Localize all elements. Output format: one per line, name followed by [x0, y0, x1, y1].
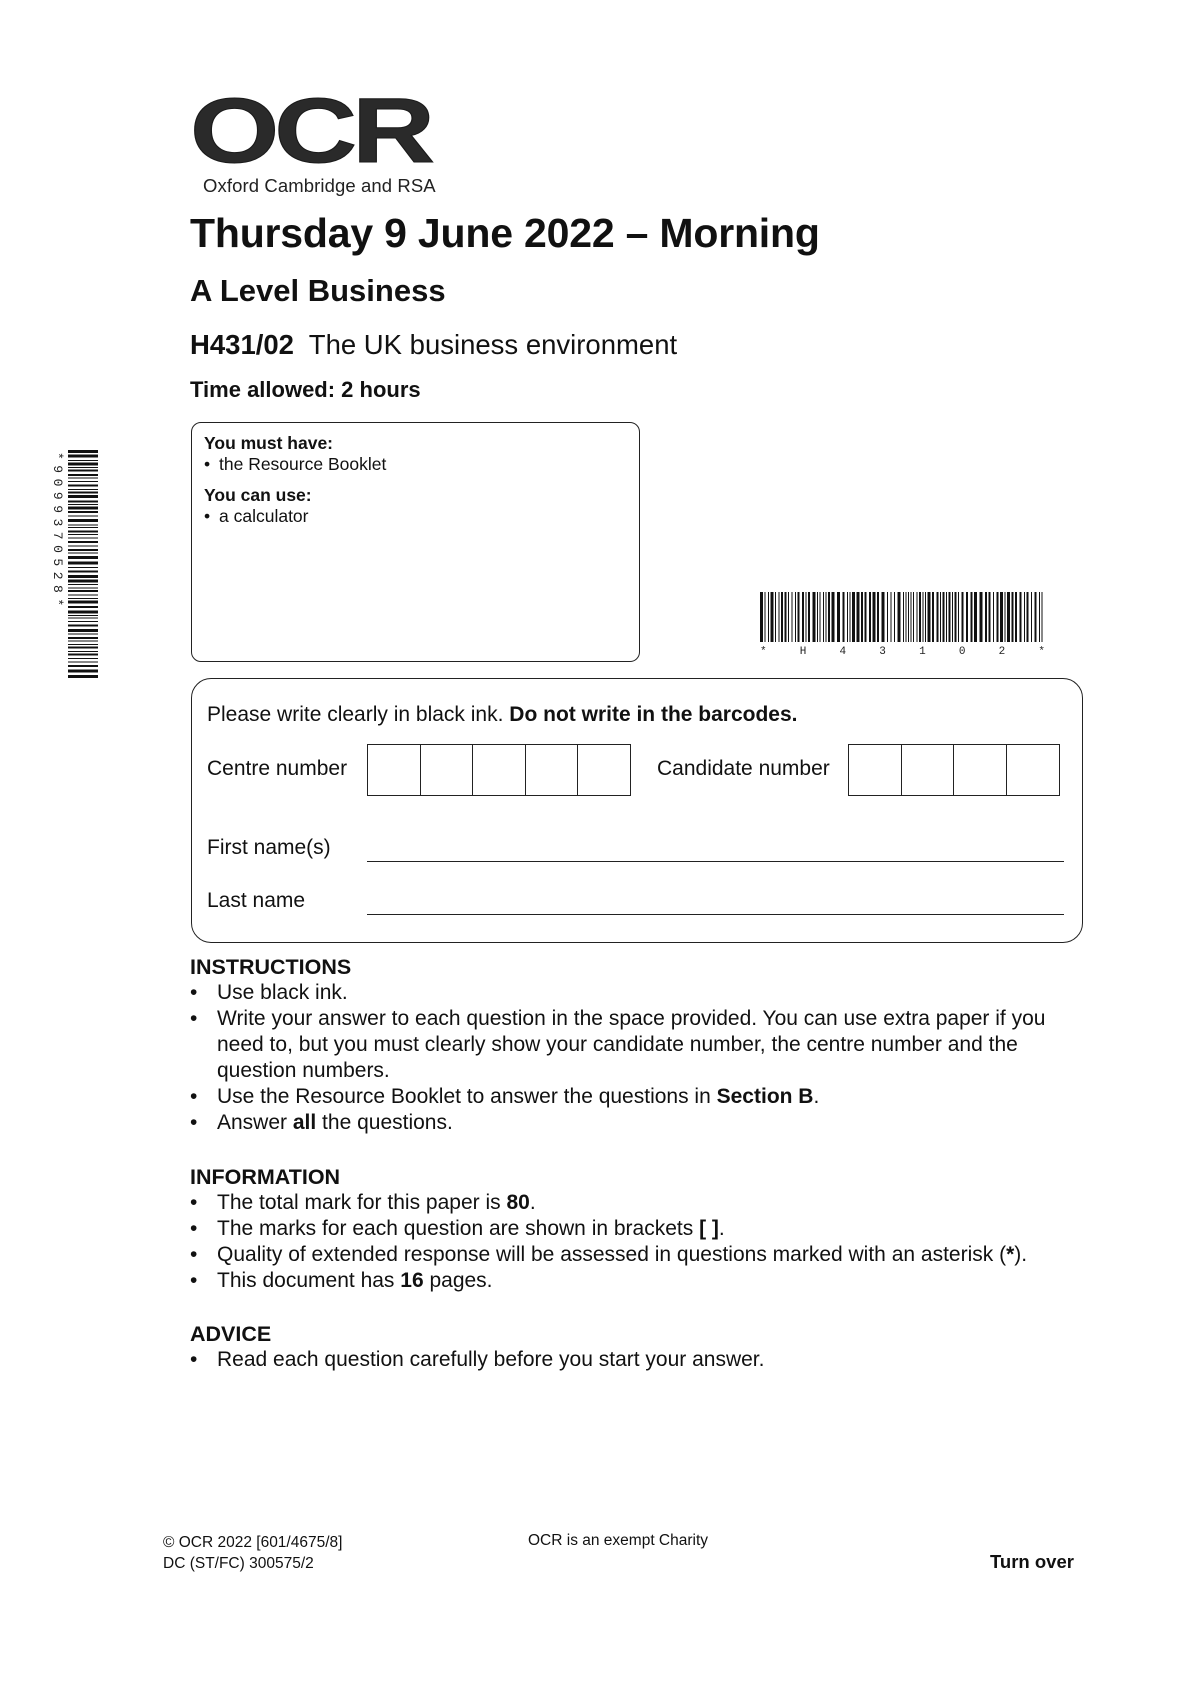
information-section [190, 1165, 1090, 1294]
centre-digit-box[interactable] [472, 744, 526, 796]
barcode-bar [68, 644, 98, 645]
barcode-bar [68, 463, 98, 466]
last-name-label: Last name [207, 889, 306, 912]
candidate-number-boxes [848, 744, 1060, 796]
barcode-bar [68, 606, 98, 608]
barcode-bar [1015, 592, 1017, 642]
instruction-item: • Answer all the questions. [190, 1110, 1090, 1136]
barcode-bar [887, 592, 888, 642]
advice-heading: ADVICE [190, 1322, 272, 1346]
barcode-bar [882, 592, 885, 642]
barcode-bar [68, 511, 98, 513]
barcode-bar [989, 592, 991, 642]
horizontal-barcode [760, 592, 1050, 656]
centre-digit-box[interactable] [367, 744, 421, 796]
barcode-bar [993, 592, 994, 642]
barcode-bar [68, 662, 98, 663]
barcode-bar [826, 592, 827, 642]
barcode-bar [908, 592, 909, 642]
barcode-bar [966, 592, 968, 642]
centre-digit-box[interactable] [420, 744, 474, 796]
barcode-bar [928, 592, 931, 642]
centre-number-label: Centre number [207, 757, 348, 780]
candidate-number-label: Candidate number [657, 757, 830, 780]
svg-text:*9099370528*: *9099370528* [50, 452, 65, 612]
candidate-digit-box[interactable] [1006, 744, 1060, 796]
barcode-bar [877, 592, 879, 642]
barcode-bar [68, 654, 98, 656]
barcode-bar [68, 470, 98, 472]
barcode-bar [788, 592, 789, 642]
barcode-bar [68, 538, 98, 539]
must-have-heading: You must have: [204, 433, 334, 453]
barcode-bar [847, 592, 848, 642]
last-name-field[interactable] [367, 914, 1064, 915]
barcode-bar [775, 592, 776, 642]
barcode-bar [949, 592, 951, 642]
barcode-bar [68, 455, 98, 458]
barcode-bar [980, 592, 983, 642]
can-use-heading: You can use: [204, 485, 312, 505]
barcode-bar [68, 467, 98, 468]
barcode-bar [68, 546, 98, 547]
barcode-bar [68, 553, 98, 554]
barcode-bar [911, 592, 912, 642]
barcode-bar [852, 592, 855, 642]
barcode-bar [68, 481, 98, 482]
information-item: • Quality of extended response will be assessed in questions marked with an asterisk (*). [190, 1242, 1090, 1268]
barcode-bar [68, 504, 98, 505]
instruction-item: • Use the Resource Booklet to answer the questions in Section B. [190, 1084, 1090, 1110]
first-name-field[interactable] [367, 861, 1064, 862]
barcode-bar [68, 590, 98, 592]
centre-number-boxes [367, 744, 631, 796]
barcode-bar [771, 592, 774, 642]
barcode-bar [68, 651, 98, 652]
barcode-bar [779, 592, 780, 642]
barcode-bar [68, 618, 98, 619]
barcode-bar [68, 601, 98, 604]
barcode-bar [1007, 592, 1010, 642]
centre-digit-box[interactable] [577, 744, 631, 796]
information-heading: INFORMATION [190, 1165, 341, 1189]
barcode-bar [760, 592, 763, 642]
barcode-bar [68, 534, 98, 535]
barcode-bar [68, 625, 98, 627]
barcode-bar [937, 592, 939, 642]
barcode-bar [940, 592, 941, 642]
barcode-bar [813, 592, 816, 642]
barcode-bar [917, 592, 918, 642]
barcode-bar [932, 592, 934, 642]
barcode-bar [68, 584, 98, 585]
barcode-bar [68, 507, 98, 510]
barcode-bar [906, 592, 907, 642]
barcode-bar [68, 541, 98, 543]
barcode-bar [68, 595, 98, 596]
barcode-bar [68, 450, 98, 453]
barcode-bar [1020, 592, 1022, 642]
barcode-bar [1039, 592, 1040, 642]
logo-subtitle: Oxford Cambridge and RSA [203, 175, 436, 196]
barcode-bar [958, 592, 959, 642]
candidate-digit-box[interactable] [901, 744, 955, 796]
barcode-bar [785, 592, 787, 642]
barcode-bar [891, 592, 892, 642]
exam-date: Thursday 9 June 2022 – Morning [190, 210, 820, 256]
barcode-bar [837, 592, 840, 642]
barcode-bar [68, 634, 98, 635]
barcode-bar [894, 592, 895, 642]
barcode-bar [913, 592, 914, 642]
candidate-digit-box[interactable] [953, 744, 1007, 796]
barcode-bar [823, 592, 824, 642]
barcode-bar [68, 501, 98, 503]
instruction-item: • Write your answer to each question in the space provided. You can use extra paper if you need to, but you must clearly show your candidate number, the centre number and the question numbers. [190, 1006, 1090, 1084]
barcode-bar [68, 598, 98, 599]
barcode-bar [832, 592, 835, 642]
barcode-bar [781, 592, 783, 642]
barcode-bar [68, 675, 98, 678]
instructions-section [190, 955, 1090, 1136]
turn-over: Turn over [990, 1551, 1074, 1572]
information-item: • This document has 16 pages. [190, 1268, 1090, 1294]
barcode-bar [817, 592, 818, 642]
barcode-bar [923, 592, 924, 642]
barcode-bar [68, 629, 98, 632]
document-ref: DC (ST/FC) 300575/2 [163, 1555, 314, 1572]
barcode-bar [68, 641, 98, 642]
vertical-barcode [44, 450, 100, 680]
barcode-bar [1005, 592, 1006, 642]
barcode-bar [68, 495, 98, 498]
barcode-bar [765, 592, 766, 642]
barcode-bar [806, 592, 807, 642]
barcode-bar [68, 492, 98, 494]
barcode-bar [828, 592, 830, 642]
barcode-bar [952, 592, 953, 642]
barcode-bar [68, 460, 98, 461]
barcode-bar [68, 611, 98, 614]
ink-instruction-text: Please write clearly in black ink. [207, 703, 504, 726]
barcode-bar [1012, 592, 1014, 642]
must-have-item: • the Resource Booklet [204, 454, 627, 475]
barcode-bar [1000, 592, 1003, 642]
barcode-bar [843, 592, 845, 642]
barcode-bar [792, 592, 793, 642]
ink-instruction [207, 703, 798, 727]
barcode-bar [850, 592, 851, 642]
barcode-bar [68, 556, 98, 559]
barcode-bar [974, 592, 977, 642]
barcode-bar [962, 592, 964, 642]
can-use-item: • a calculator [204, 506, 627, 527]
centre-digit-box[interactable] [525, 744, 579, 796]
barcode-bar [1024, 592, 1025, 642]
subject-title: A Level Business [190, 273, 446, 308]
barcode-bar [943, 592, 945, 642]
barcode-bar [68, 665, 98, 667]
barcode-bar [869, 592, 871, 642]
barcode-bar [768, 592, 769, 642]
barcode-bar [898, 592, 901, 642]
barcode-bar [68, 525, 98, 526]
barcode-bar [857, 592, 860, 642]
svg-text:OCR: OCR [190, 92, 434, 172]
paper-title: The UK business environment [308, 329, 678, 360]
barcode-bar [919, 592, 921, 642]
barcode-bar [1031, 592, 1032, 642]
advice-item: • Read each question carefully before you start your answer. [190, 1347, 1090, 1373]
barcode-bar [68, 637, 98, 639]
barcode-bar [820, 592, 821, 642]
barcode-bar [68, 580, 98, 583]
barcode-bar [798, 592, 800, 642]
barcode-bar [865, 592, 867, 642]
barcode-bar [795, 592, 796, 642]
barcode-bar [925, 592, 926, 642]
information-item: • The marks for each question are shown in brackets [ ]. [190, 1216, 1090, 1242]
charity-text: OCR is an exempt Charity [528, 1532, 709, 1549]
barcode-bar [873, 592, 876, 642]
barcode-bar [68, 531, 98, 533]
barcode-bar [68, 621, 98, 622]
advice-section [190, 1322, 1090, 1373]
barcode-bar [68, 478, 98, 479]
barcode-bar [68, 647, 98, 649]
barcode-bar [1042, 592, 1043, 642]
barcode-bar [68, 562, 98, 565]
barcode-bar [68, 567, 98, 568]
barcode-bar [68, 575, 98, 578]
barcode-bar [68, 516, 98, 517]
barcode-bar [68, 527, 98, 528]
barcode-bar [971, 592, 973, 642]
barcode-bar [68, 588, 98, 589]
barcode-bar [985, 592, 987, 642]
barcode-bar [68, 615, 98, 616]
barcode-bar [68, 485, 98, 487]
paper-code: H431/02 [190, 329, 294, 360]
requirements-box [191, 422, 640, 662]
first-name-label: First name(s) [207, 836, 331, 859]
barcode-bar [68, 489, 98, 490]
barcode-bar [946, 592, 947, 642]
information-item: • The total mark for this paper is 80. [190, 1190, 1090, 1216]
candidate-digit-box[interactable] [848, 744, 902, 796]
barcode-bar [68, 670, 98, 673]
ocr-logo-wordmark [190, 92, 450, 172]
barcode-bar [68, 658, 98, 659]
time-allowed: Time allowed: 2 hours [190, 377, 421, 402]
barcode-bar [955, 592, 957, 642]
copyright-text: © OCR 2022 [601/4675/8] [163, 1534, 343, 1551]
barcode-bar [68, 549, 98, 551]
footer-left [163, 1532, 342, 1574]
barcode-bar [68, 571, 98, 573]
barcode-bar [861, 592, 863, 642]
barcode-bar [1027, 592, 1029, 642]
barcode-bar [802, 592, 804, 642]
barcode-warning: Do not write in the barcodes. [509, 703, 798, 726]
barcode-bar [997, 592, 999, 642]
instructions-heading: INSTRUCTIONS [190, 955, 352, 979]
paper-line [190, 329, 677, 361]
barcode-bar [903, 592, 904, 642]
instruction-item: • Use black ink. [190, 980, 1090, 1006]
barcode-bar [68, 519, 98, 522]
svg-text:* H 4 3 1 0 2 *: * H 4 3 1 0 2 * [760, 646, 1045, 656]
barcode-bar [68, 474, 98, 476]
barcode-bar [808, 592, 810, 642]
barcode-bar [1035, 592, 1037, 642]
